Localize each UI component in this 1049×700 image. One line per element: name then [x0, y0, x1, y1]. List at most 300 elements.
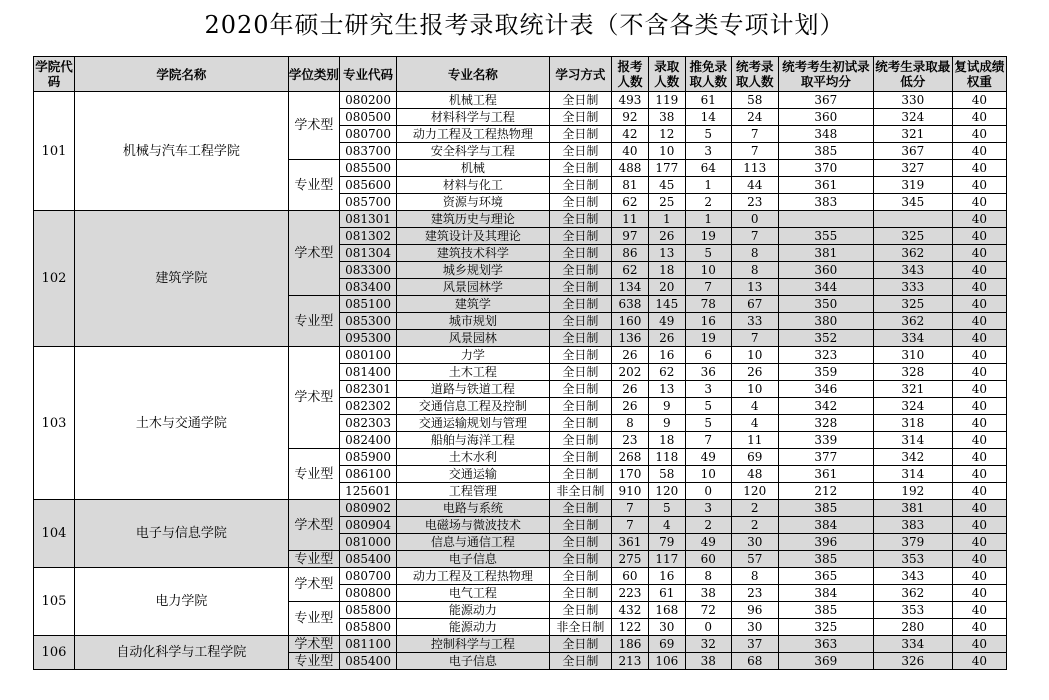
retest-weight-cell: 40	[952, 381, 1006, 398]
applicants-cell: 910	[612, 483, 649, 500]
major-name-cell: 道路与铁道工程	[397, 381, 549, 398]
applicants-cell: 213	[612, 653, 649, 670]
exam-admitted-cell: 7	[731, 228, 778, 245]
major-code-cell: 082301	[339, 381, 396, 398]
admitted-cell: 177	[648, 160, 685, 177]
retest-weight-cell: 40	[952, 500, 1006, 517]
exam-admitted-cell: 67	[731, 296, 778, 313]
exam-min-score-cell: 324	[873, 109, 952, 126]
exam-min-score-cell: 328	[873, 364, 952, 381]
exam-avg-score-cell: 396	[778, 534, 873, 551]
applicants-cell: 26	[612, 398, 649, 415]
exam-min-score-cell: 325	[873, 296, 952, 313]
applicants-cell: 136	[612, 330, 649, 347]
table-row	[34, 636, 1007, 653]
exam-avg-score-cell: 212	[778, 483, 873, 500]
retest-weight-cell: 40	[952, 483, 1006, 500]
study-mode-cell: 非全日制	[549, 619, 611, 636]
college-name-cell: 电力学院	[74, 568, 288, 636]
admitted-cell: 26	[648, 228, 685, 245]
major-name-cell: 信息与通信工程	[397, 534, 549, 551]
exam-min-score-cell: 325	[873, 228, 952, 245]
exempt-admitted-cell: 61	[685, 92, 731, 109]
applicants-cell: 223	[612, 585, 649, 602]
retest-weight-cell: 40	[952, 432, 1006, 449]
major-code-cell: 083700	[339, 143, 396, 160]
college-code-cell: 101	[34, 92, 75, 211]
exam-avg-score-cell: 352	[778, 330, 873, 347]
exam-min-score-cell: 321	[873, 381, 952, 398]
major-name-cell: 建筑历史与理论	[397, 211, 549, 228]
exam-avg-score-cell: 384	[778, 517, 873, 534]
exam-avg-score-cell: 385	[778, 602, 873, 619]
exam-admitted-cell: 23	[731, 585, 778, 602]
applicants-cell: 92	[612, 109, 649, 126]
major-code-cell: 080700	[339, 126, 396, 143]
retest-weight-cell: 40	[952, 109, 1006, 126]
exam-admitted-cell: 13	[731, 279, 778, 296]
exam-avg-score-cell: 380	[778, 313, 873, 330]
exam-admitted-cell: 4	[731, 398, 778, 415]
admitted-cell: 58	[648, 466, 685, 483]
major-name-cell: 交通运输	[397, 466, 549, 483]
admitted-cell: 30	[648, 619, 685, 636]
admitted-cell: 61	[648, 585, 685, 602]
retest-weight-cell: 40	[952, 415, 1006, 432]
applicants-cell: 488	[612, 160, 649, 177]
exam-admitted-cell: 24	[731, 109, 778, 126]
exam-avg-score-cell: 360	[778, 262, 873, 279]
admitted-cell: 12	[648, 126, 685, 143]
study-mode-cell: 全日制	[549, 126, 611, 143]
retest-weight-cell: 40	[952, 194, 1006, 211]
exam-admitted-cell: 2	[731, 500, 778, 517]
major-code-cell: 080904	[339, 517, 396, 534]
admission-stats-table	[33, 56, 1007, 670]
exempt-admitted-cell: 5	[685, 415, 731, 432]
major-name-cell: 工程管理	[397, 483, 549, 500]
exempt-admitted-cell: 64	[685, 160, 731, 177]
major-name-cell: 交通运输规划与管理	[397, 415, 549, 432]
major-code-cell: 085900	[339, 449, 396, 466]
college-code-cell: 102	[34, 211, 75, 347]
admitted-cell: 120	[648, 483, 685, 500]
exam-avg-score-cell: 339	[778, 432, 873, 449]
major-code-cell: 085800	[339, 602, 396, 619]
exam-min-score-cell: 319	[873, 177, 952, 194]
exempt-admitted-cell: 19	[685, 330, 731, 347]
exam-min-score-cell: 330	[873, 92, 952, 109]
study-mode-cell: 全日制	[549, 330, 611, 347]
admitted-cell: 18	[648, 432, 685, 449]
applicants-cell: 62	[612, 194, 649, 211]
exam-avg-score-cell: 377	[778, 449, 873, 466]
major-code-cell: 085300	[339, 313, 396, 330]
header-exam-avg-score: 统考考生初试录取平均分	[778, 57, 873, 92]
exam-admitted-cell: 8	[731, 262, 778, 279]
college-name-cell: 机械与汽车工程学院	[74, 92, 288, 211]
admitted-cell: 13	[648, 381, 685, 398]
study-mode-cell: 全日制	[549, 534, 611, 551]
study-mode-cell: 全日制	[549, 109, 611, 126]
exam-min-score-cell: 362	[873, 245, 952, 262]
major-code-cell: 085800	[339, 619, 396, 636]
exempt-admitted-cell: 3	[685, 500, 731, 517]
admitted-cell: 117	[648, 551, 685, 568]
retest-weight-cell: 40	[952, 347, 1006, 364]
retest-weight-cell: 40	[952, 92, 1006, 109]
retest-weight-cell: 40	[952, 177, 1006, 194]
exam-admitted-cell: 44	[731, 177, 778, 194]
exam-min-score-cell: 342	[873, 449, 952, 466]
applicants-cell: 97	[612, 228, 649, 245]
retest-weight-cell: 40	[952, 534, 1006, 551]
admitted-cell: 26	[648, 330, 685, 347]
exam-min-score-cell: 353	[873, 551, 952, 568]
exempt-admitted-cell: 2	[685, 517, 731, 534]
applicants-cell: 170	[612, 466, 649, 483]
major-name-cell: 控制科学与工程	[397, 636, 549, 653]
major-name-cell: 城乡规划学	[397, 262, 549, 279]
major-code-cell: 085700	[339, 194, 396, 211]
retest-weight-cell: 40	[952, 551, 1006, 568]
exam-admitted-cell: 120	[731, 483, 778, 500]
retest-weight-cell: 40	[952, 585, 1006, 602]
major-name-cell: 船舶与海洋工程	[397, 432, 549, 449]
exam-admitted-cell: 30	[731, 534, 778, 551]
exempt-admitted-cell: 5	[685, 245, 731, 262]
major-code-cell: 081302	[339, 228, 396, 245]
exam-admitted-cell: 33	[731, 313, 778, 330]
degree-type-cell: 专业型	[288, 653, 339, 670]
major-name-cell: 电路与系统	[397, 500, 549, 517]
retest-weight-cell: 40	[952, 245, 1006, 262]
exam-avg-score-cell: 355	[778, 228, 873, 245]
college-name-cell: 电子与信息学院	[74, 500, 288, 568]
retest-weight-cell: 40	[952, 364, 1006, 381]
exam-admitted-cell: 10	[731, 381, 778, 398]
major-code-cell: 125601	[339, 483, 396, 500]
header-study-mode: 学习方式	[549, 57, 611, 92]
major-code-cell: 085400	[339, 551, 396, 568]
admitted-cell: 20	[648, 279, 685, 296]
exempt-admitted-cell: 38	[685, 585, 731, 602]
admitted-cell: 118	[648, 449, 685, 466]
exam-avg-score-cell: 365	[778, 568, 873, 585]
exam-avg-score-cell: 350	[778, 296, 873, 313]
exam-avg-score-cell: 323	[778, 347, 873, 364]
exam-min-score-cell: 318	[873, 415, 952, 432]
major-name-cell: 能源动力	[397, 619, 549, 636]
study-mode-cell: 全日制	[549, 500, 611, 517]
retest-weight-cell: 40	[952, 653, 1006, 670]
exam-min-score-cell: 353	[873, 602, 952, 619]
header-college-code: 学院代码	[34, 57, 75, 92]
major-code-cell: 086100	[339, 466, 396, 483]
exam-min-score-cell: 343	[873, 568, 952, 585]
exempt-admitted-cell: 0	[685, 619, 731, 636]
header-major-code: 专业代码	[339, 57, 396, 92]
exam-admitted-cell: 2	[731, 517, 778, 534]
exam-min-score-cell: 327	[873, 160, 952, 177]
exam-admitted-cell: 58	[731, 92, 778, 109]
exam-admitted-cell: 37	[731, 636, 778, 653]
exam-min-score-cell: 367	[873, 143, 952, 160]
applicants-cell: 26	[612, 347, 649, 364]
major-code-cell: 080700	[339, 568, 396, 585]
applicants-cell: 638	[612, 296, 649, 313]
retest-weight-cell: 40	[952, 398, 1006, 415]
study-mode-cell: 全日制	[549, 568, 611, 585]
applicants-cell: 42	[612, 126, 649, 143]
exam-min-score-cell: 333	[873, 279, 952, 296]
retest-weight-cell: 40	[952, 602, 1006, 619]
header-college-name: 学院名称	[74, 57, 288, 92]
exempt-admitted-cell: 1	[685, 177, 731, 194]
applicants-cell: 26	[612, 381, 649, 398]
applicants-cell: 7	[612, 500, 649, 517]
table-row	[34, 92, 1007, 109]
study-mode-cell: 全日制	[549, 653, 611, 670]
table-row	[34, 500, 1007, 517]
study-mode-cell: 全日制	[549, 313, 611, 330]
applicants-cell: 11	[612, 211, 649, 228]
retest-weight-cell: 40	[952, 262, 1006, 279]
study-mode-cell: 全日制	[549, 262, 611, 279]
exam-avg-score-cell: 385	[778, 500, 873, 517]
exempt-admitted-cell: 8	[685, 568, 731, 585]
exam-admitted-cell: 11	[731, 432, 778, 449]
exam-avg-score-cell: 381	[778, 245, 873, 262]
exempt-admitted-cell: 38	[685, 653, 731, 670]
admitted-cell: 16	[648, 347, 685, 364]
study-mode-cell: 全日制	[549, 211, 611, 228]
exam-min-score-cell: 383	[873, 517, 952, 534]
degree-type-cell: 专业型	[288, 296, 339, 347]
applicants-cell: 8	[612, 415, 649, 432]
degree-type-cell: 专业型	[288, 449, 339, 500]
major-code-cell: 081301	[339, 211, 396, 228]
exempt-admitted-cell: 7	[685, 279, 731, 296]
major-name-cell: 机械工程	[397, 92, 549, 109]
retest-weight-cell: 40	[952, 517, 1006, 534]
major-code-cell: 082400	[339, 432, 396, 449]
admitted-cell: 16	[648, 568, 685, 585]
applicants-cell: 62	[612, 262, 649, 279]
exam-admitted-cell: 7	[731, 143, 778, 160]
exam-min-score-cell: 345	[873, 194, 952, 211]
exempt-admitted-cell: 7	[685, 432, 731, 449]
major-name-cell: 交通信息工程及控制	[397, 398, 549, 415]
exam-admitted-cell: 68	[731, 653, 778, 670]
exam-admitted-cell: 10	[731, 347, 778, 364]
study-mode-cell: 全日制	[549, 245, 611, 262]
exempt-admitted-cell: 72	[685, 602, 731, 619]
header-exempt-admitted: 推免录取人数	[685, 57, 731, 92]
applicants-cell: 160	[612, 313, 649, 330]
exam-min-score-cell: 326	[873, 653, 952, 670]
study-mode-cell: 非全日制	[549, 483, 611, 500]
major-name-cell: 风景园林	[397, 330, 549, 347]
study-mode-cell: 全日制	[549, 517, 611, 534]
admitted-cell: 119	[648, 92, 685, 109]
exam-admitted-cell: 113	[731, 160, 778, 177]
college-code-cell: 104	[34, 500, 75, 568]
exam-min-score-cell: 321	[873, 126, 952, 143]
exam-avg-score-cell: 328	[778, 415, 873, 432]
applicants-cell: 86	[612, 245, 649, 262]
exempt-admitted-cell: 10	[685, 262, 731, 279]
college-name-cell: 土木与交通学院	[74, 347, 288, 500]
exempt-admitted-cell: 16	[685, 313, 731, 330]
major-code-cell: 083300	[339, 262, 396, 279]
degree-type-cell: 学术型	[288, 500, 339, 551]
exam-avg-score-cell: 369	[778, 653, 873, 670]
admitted-cell: 38	[648, 109, 685, 126]
exam-admitted-cell: 69	[731, 449, 778, 466]
applicants-cell: 268	[612, 449, 649, 466]
admitted-cell: 79	[648, 534, 685, 551]
admitted-cell: 106	[648, 653, 685, 670]
exam-admitted-cell: 8	[731, 568, 778, 585]
study-mode-cell: 全日制	[549, 160, 611, 177]
retest-weight-cell: 40	[952, 619, 1006, 636]
applicants-cell: 134	[612, 279, 649, 296]
college-code-cell: 105	[34, 568, 75, 636]
degree-type-cell: 学术型	[288, 347, 339, 449]
exam-min-score-cell: 324	[873, 398, 952, 415]
admitted-cell: 69	[648, 636, 685, 653]
exempt-admitted-cell: 32	[685, 636, 731, 653]
major-code-cell: 081304	[339, 245, 396, 262]
college-code-cell: 106	[34, 636, 75, 670]
major-code-cell: 080800	[339, 585, 396, 602]
exam-min-score-cell: 280	[873, 619, 952, 636]
exam-avg-score-cell: 385	[778, 551, 873, 568]
applicants-cell: 23	[612, 432, 649, 449]
applicants-cell: 40	[612, 143, 649, 160]
major-name-cell: 建筑学	[397, 296, 549, 313]
exempt-admitted-cell: 5	[685, 126, 731, 143]
major-name-cell: 建筑设计及其理论	[397, 228, 549, 245]
admitted-cell: 13	[648, 245, 685, 262]
study-mode-cell: 全日制	[549, 296, 611, 313]
table-row	[34, 347, 1007, 364]
college-name-cell: 自动化科学与工程学院	[74, 636, 288, 670]
study-mode-cell: 全日制	[549, 636, 611, 653]
retest-weight-cell: 40	[952, 466, 1006, 483]
applicants-cell: 81	[612, 177, 649, 194]
applicants-cell: 7	[612, 517, 649, 534]
major-name-cell: 动力工程及工程热物理	[397, 126, 549, 143]
exam-avg-score-cell: 361	[778, 466, 873, 483]
admitted-cell: 9	[648, 415, 685, 432]
applicants-cell: 361	[612, 534, 649, 551]
exam-admitted-cell: 30	[731, 619, 778, 636]
applicants-cell: 202	[612, 364, 649, 381]
exam-avg-score-cell: 325	[778, 619, 873, 636]
study-mode-cell: 全日制	[549, 381, 611, 398]
retest-weight-cell: 40	[952, 211, 1006, 228]
exempt-admitted-cell: 36	[685, 364, 731, 381]
exempt-admitted-cell: 78	[685, 296, 731, 313]
study-mode-cell: 全日制	[549, 92, 611, 109]
major-code-cell: 083400	[339, 279, 396, 296]
exam-avg-score-cell: 363	[778, 636, 873, 653]
admitted-cell: 10	[648, 143, 685, 160]
exempt-admitted-cell: 60	[685, 551, 731, 568]
exam-avg-score-cell	[778, 211, 873, 228]
exam-min-score-cell: 362	[873, 313, 952, 330]
major-code-cell: 080200	[339, 92, 396, 109]
exam-min-score-cell: 381	[873, 500, 952, 517]
exempt-admitted-cell: 14	[685, 109, 731, 126]
major-name-cell: 电子信息	[397, 653, 549, 670]
major-name-cell: 能源动力	[397, 602, 549, 619]
major-code-cell: 085400	[339, 653, 396, 670]
major-code-cell: 095300	[339, 330, 396, 347]
major-code-cell: 081000	[339, 534, 396, 551]
admitted-cell: 45	[648, 177, 685, 194]
degree-type-cell: 学术型	[288, 568, 339, 602]
major-name-cell: 电子信息	[397, 551, 549, 568]
exam-avg-score-cell: 370	[778, 160, 873, 177]
study-mode-cell: 全日制	[549, 228, 611, 245]
major-name-cell: 土木工程	[397, 364, 549, 381]
major-name-cell: 电气工程	[397, 585, 549, 602]
exam-min-score-cell: 379	[873, 534, 952, 551]
exam-min-score-cell	[873, 211, 952, 228]
major-code-cell: 085100	[339, 296, 396, 313]
admitted-cell: 25	[648, 194, 685, 211]
study-mode-cell: 全日制	[549, 347, 611, 364]
exam-avg-score-cell: 344	[778, 279, 873, 296]
retest-weight-cell: 40	[952, 636, 1006, 653]
exam-admitted-cell: 23	[731, 194, 778, 211]
exempt-admitted-cell: 49	[685, 449, 731, 466]
exam-avg-score-cell: 346	[778, 381, 873, 398]
exempt-admitted-cell: 2	[685, 194, 731, 211]
study-mode-cell: 全日制	[549, 177, 611, 194]
exam-min-score-cell: 362	[873, 585, 952, 602]
header-admitted: 录取人数	[648, 57, 685, 92]
admitted-cell: 1	[648, 211, 685, 228]
exempt-admitted-cell: 1	[685, 211, 731, 228]
admitted-cell: 9	[648, 398, 685, 415]
table-row	[34, 568, 1007, 585]
exam-min-score-cell: 310	[873, 347, 952, 364]
retest-weight-cell: 40	[952, 330, 1006, 347]
major-name-cell: 电磁场与微波技术	[397, 517, 549, 534]
exempt-admitted-cell: 3	[685, 143, 731, 160]
exempt-admitted-cell: 19	[685, 228, 731, 245]
major-code-cell: 081400	[339, 364, 396, 381]
major-name-cell: 安全科学与工程	[397, 143, 549, 160]
header-major-name: 专业名称	[397, 57, 549, 92]
study-mode-cell: 全日制	[549, 466, 611, 483]
retest-weight-cell: 40	[952, 449, 1006, 466]
major-name-cell: 风景园林学	[397, 279, 549, 296]
admitted-cell: 62	[648, 364, 685, 381]
applicants-cell: 275	[612, 551, 649, 568]
exempt-admitted-cell: 3	[685, 381, 731, 398]
exam-avg-score-cell: 383	[778, 194, 873, 211]
exempt-admitted-cell: 49	[685, 534, 731, 551]
study-mode-cell: 全日制	[549, 449, 611, 466]
exam-avg-score-cell: 385	[778, 143, 873, 160]
admitted-cell: 5	[648, 500, 685, 517]
exam-min-score-cell: 314	[873, 432, 952, 449]
